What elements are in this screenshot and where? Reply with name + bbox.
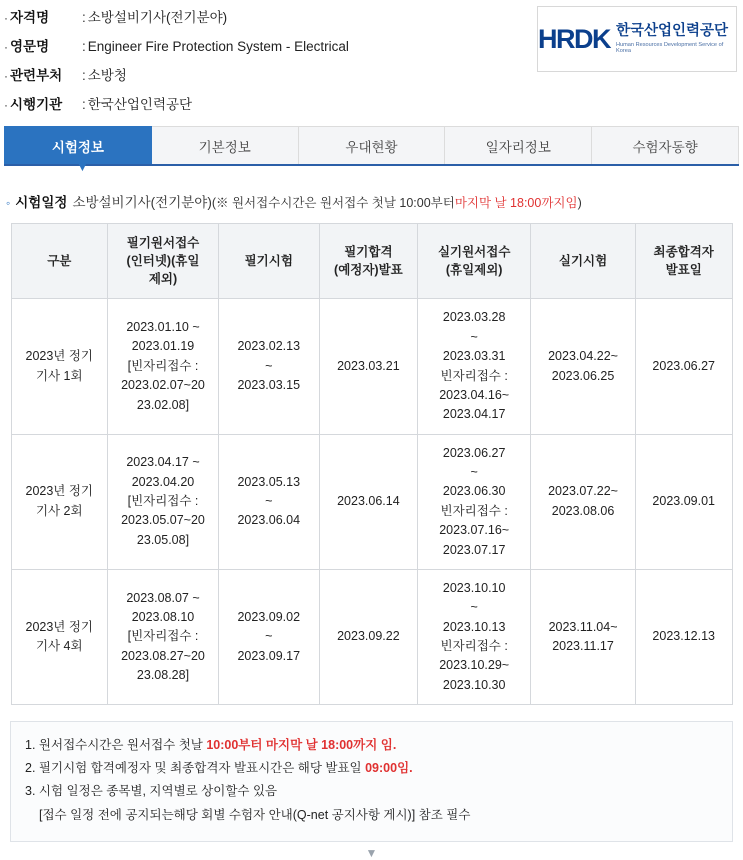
cell-written-exam: 2023.05.13 ~ 2023.06.04 xyxy=(218,434,319,569)
schedule-title: 시험일정 xyxy=(15,195,68,210)
info-separator: : xyxy=(82,39,86,54)
bullet-icon: · xyxy=(4,98,8,112)
cell-written-exam: 2023.02.13 ~ 2023.03.15 xyxy=(218,299,319,434)
col-practical-exam: 실기시험 xyxy=(531,224,636,299)
note-subtext: [접수 일정 전에 공지되는해당 회별 수험자 안내(Q-net 공지사항 게시)] 참조 필수 xyxy=(39,807,471,822)
info-separator: : xyxy=(82,68,86,83)
col-written-exam: 필기시험 xyxy=(218,224,319,299)
tab-candidate-trend[interactable]: 수험자동향 xyxy=(592,126,739,164)
bullet-icon: · xyxy=(4,40,8,54)
cell-practical-application: 2023.10.10 ~ 2023.10.13 빈자리접수 : 2023.10.29~ 2023.10.30 xyxy=(418,569,531,704)
hrdk-wordmark: HRDK xyxy=(538,23,610,54)
schedule-bullet-icon: ◦ xyxy=(6,196,11,210)
info-separator: : xyxy=(82,10,86,25)
cell-final-result: 2023.09.01 xyxy=(635,434,732,569)
note-number: 2. xyxy=(25,761,36,776)
cell-division: 2023년 정기 기사 4회 xyxy=(11,569,108,704)
schedule-heading xyxy=(6,191,743,211)
cell-division: 2023년 정기 기사 2회 xyxy=(11,434,108,569)
hrdk-name-en: Human Resources Development Service of Korea xyxy=(616,41,724,54)
schedule-note-suffix: ) xyxy=(577,196,582,210)
note-highlight: 09:00임. xyxy=(365,761,413,776)
info-label: 관련부처 xyxy=(10,68,63,83)
schedule-note-prefix: (※ 원서접수시간은 원서접수 첫날 10:00부터 xyxy=(211,196,455,210)
cell-division: 2023년 정기 기사 1회 xyxy=(11,299,108,434)
info-row-agency xyxy=(4,93,743,113)
tab-basic-info[interactable]: 기본정보 xyxy=(152,126,299,164)
table-row xyxy=(11,299,732,434)
cell-written-application: 2023.01.10 ~ 2023.01.19 [빈자리접수 : 2023.02.07~20 23.02.08] xyxy=(108,299,219,434)
cell-practical-exam: 2023.11.04~ 2023.11.17 xyxy=(531,569,636,704)
info-label: 시행기관 xyxy=(10,97,63,112)
note-text: 원서접수시간은 원서접수 첫날 xyxy=(38,738,207,753)
hrdk-logo xyxy=(537,6,737,72)
tab-job-info[interactable]: 일자리정보 xyxy=(445,126,592,164)
info-value: 한국산업인력공단 xyxy=(87,97,193,112)
notes-box xyxy=(10,721,733,842)
note-text: 시험 일정은 종목별, 지역별로 상이할수 있음 xyxy=(38,784,278,799)
note-item xyxy=(25,780,718,803)
info-label: 영문명 xyxy=(10,39,50,54)
note-item xyxy=(25,734,718,757)
cell-practical-exam: 2023.04.22~ 2023.06.25 xyxy=(531,299,636,434)
col-written-result: 필기합격 (예정자)발표 xyxy=(319,224,418,299)
note-number: 3. xyxy=(25,784,36,799)
cell-final-result: 2023.12.13 xyxy=(635,569,732,704)
tab-active-caret-icon: ▼ xyxy=(76,159,89,174)
schedule-subject: 소방설비기사(전기분야) xyxy=(72,195,212,210)
hrdk-name-kr: 한국산업인력공단 xyxy=(616,22,729,39)
bullet-icon: · xyxy=(4,69,8,83)
cell-written-exam: 2023.09.02 ~ 2023.09.17 xyxy=(218,569,319,704)
cell-written-result: 2023.09.22 xyxy=(319,569,418,704)
info-separator: : xyxy=(82,97,86,112)
col-final-result: 최종합격자 발표일 xyxy=(635,224,732,299)
table-row xyxy=(11,569,732,704)
qualification-header xyxy=(0,0,743,110)
note-text: 필기시험 합격예정자 및 최종합격자 발표시간은 해당 발표일 xyxy=(38,761,366,776)
col-written-application: 필기원서접수 (인터넷)(휴일 제외) xyxy=(108,224,219,299)
tab-exam-info[interactable]: 시험정보 xyxy=(4,126,152,164)
cell-written-application: 2023.08.07 ~ 2023.08.10 [빈자리접수 : 2023.08.27~20 23.08.28] xyxy=(108,569,219,704)
cell-practical-application: 2023.06.27 ~ 2023.06.30 빈자리접수 : 2023.07.16~ 2023.07.17 xyxy=(418,434,531,569)
note-number: 1. xyxy=(25,738,36,753)
cell-practical-exam: 2023.07.22~ 2023.08.06 xyxy=(531,434,636,569)
scroll-down-caret-icon: ▼ xyxy=(365,845,378,860)
schedule-note-highlight: 마지막 날 18:00까지임 xyxy=(454,196,578,210)
info-value: Engineer Fire Protection System - Electrical xyxy=(87,39,349,54)
col-practical-application: 실기원서접수 (휴일제외) xyxy=(418,224,531,299)
tab-bar[interactable] xyxy=(4,126,739,166)
table-row xyxy=(11,434,732,569)
tab-preference-status[interactable]: 우대현황 xyxy=(299,126,446,164)
table-header-row xyxy=(11,224,732,299)
cell-written-result: 2023.03.21 xyxy=(319,299,418,434)
cell-written-application: 2023.04.17 ~ 2023.04.20 [빈자리접수 : 2023.05.07~20 23.05.08] xyxy=(108,434,219,569)
exam-schedule-table xyxy=(11,223,733,705)
bullet-icon: · xyxy=(4,11,8,25)
cell-final-result: 2023.06.27 xyxy=(635,299,732,434)
info-value: 소방청 xyxy=(87,68,127,83)
info-label: 자격명 xyxy=(10,10,50,25)
note-highlight: 10:00부터 마지막 날 18:00까지 임. xyxy=(206,738,397,753)
note-item xyxy=(25,757,718,780)
col-division: 구분 xyxy=(11,224,108,299)
info-value: 소방설비기사(전기분야) xyxy=(87,10,228,25)
cell-practical-application: 2023.03.28 ~ 2023.03.31 빈자리접수 : 2023.04.16~ 2023.04.17 xyxy=(418,299,531,434)
cell-written-result: 2023.06.14 xyxy=(319,434,418,569)
